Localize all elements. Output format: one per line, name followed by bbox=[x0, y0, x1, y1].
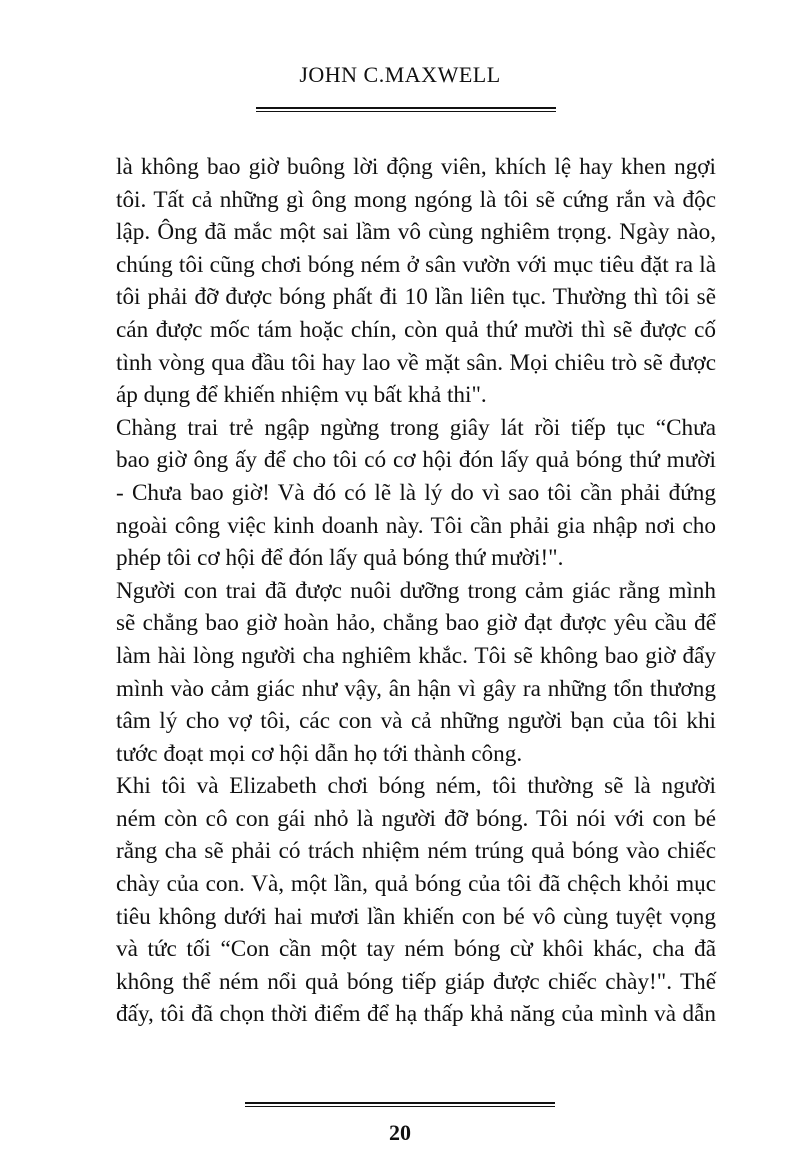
text-line: tình vòng qua đầu tôi hay lao về mặt sân. Mọi chiêu trò sẽ được bbox=[116, 349, 716, 376]
paragraph-2 bbox=[116, 412, 716, 575]
paragraph-3 bbox=[116, 575, 716, 771]
text-line: đấy, tôi đã chọn thời điểm để hạ thấp khả năng của mình và dẫn bbox=[116, 1001, 716, 1028]
text-line: mình vào cảm giác như vậy, ân hận vì gây ra những tổn thương bbox=[116, 675, 716, 702]
text-line: và tức tối “Con cần một tay ném bóng cừ khôi khác, cha đã bbox=[116, 936, 716, 963]
text-line: áp dụng để khiến nhiệm vụ bất khả thi". bbox=[116, 382, 487, 409]
text-line: làm hài lòng người cha nghiêm khắc. Tôi sẽ không bao giờ đẩy bbox=[116, 642, 716, 669]
text-line: ngoài công việc kinh doanh này. Tôi cần phải gia nhập nơi cho bbox=[116, 512, 716, 539]
text-line: phép tôi cơ hội để đón lấy quả bóng thứ mười!". bbox=[116, 545, 564, 572]
text-line: sẽ chẳng bao giờ hoàn hảo, chẳng bao giờ đạt được yêu cầu để bbox=[116, 610, 716, 637]
text-line: là không bao giờ buông lời động viên, khích lệ hay khen ngợi bbox=[116, 154, 716, 180]
paragraph-4 bbox=[116, 770, 716, 1031]
text-line: bao giờ ông ấy để cho tôi có cơ hội đón lấy quả bóng thứ mười bbox=[116, 447, 716, 474]
running-header: JOHN C.MAXWELL bbox=[299, 62, 501, 87]
text-line: ném còn cô con gái nhỏ là người đỡ bóng. Tôi nói với con bé bbox=[116, 805, 716, 832]
text-line: chúng tôi cũng chơi bóng ném ở sân vườn với mục tiêu đặt ra là bbox=[116, 251, 716, 278]
text-line: tước đoạt mọi cơ hội dẫn họ tới thành công. bbox=[116, 740, 523, 767]
text-line: chày của con. Và, một lần, quả bóng của tôi đã chệch khỏi mục bbox=[116, 871, 716, 898]
text-line: rằng cha sẽ phải có trách nhiệm ném trúng quả bóng vào chiếc bbox=[116, 838, 716, 865]
text-line: tôi. Tất cả những gì ông mong ngóng là tôi sẽ cứng rắn và độc bbox=[116, 186, 716, 213]
paragraph-1 bbox=[116, 151, 716, 412]
text-line: lập. Ông đã mắc một sai lầm vô cùng nghiêm trọng. Ngày nào, bbox=[116, 219, 716, 246]
footer-rule bbox=[245, 1102, 555, 1107]
text-line: không thể ném nổi quả bóng tiếp giáp được chiếc chày!". Thế bbox=[116, 968, 716, 995]
body-text bbox=[116, 151, 716, 1031]
text-line: Khi tôi và Elizabeth chơi bóng ném, tôi thường sẽ là người bbox=[116, 773, 716, 800]
text-line: cán được mốc tám hoặc chín, còn quả thứ mười thì sẽ được cố bbox=[116, 316, 716, 343]
header-rule bbox=[256, 107, 556, 112]
text-line: tâm lý cho vợ tôi, các con và cả những người bạn của tôi khi bbox=[116, 708, 716, 735]
text-line: tôi phải đỡ được bóng phất đi 10 lần liên tục. Thường thì tôi sẽ bbox=[116, 284, 716, 311]
text-line: - Chưa bao giờ! Và đó có lẽ là lý do vì sao tôi cần phải đứng bbox=[116, 479, 716, 506]
text-line: Chàng trai trẻ ngập ngừng trong giây lát rồi tiếp tục “Chưa bbox=[116, 414, 716, 441]
text-line: Người con trai đã được nuôi dưỡng trong cảm giác rằng mình bbox=[116, 577, 716, 604]
page-number: 20 bbox=[389, 1120, 411, 1145]
text-line: tiêu không dưới hai mươi lần khiến con bé vô cùng tuyệt vọng bbox=[116, 903, 716, 930]
